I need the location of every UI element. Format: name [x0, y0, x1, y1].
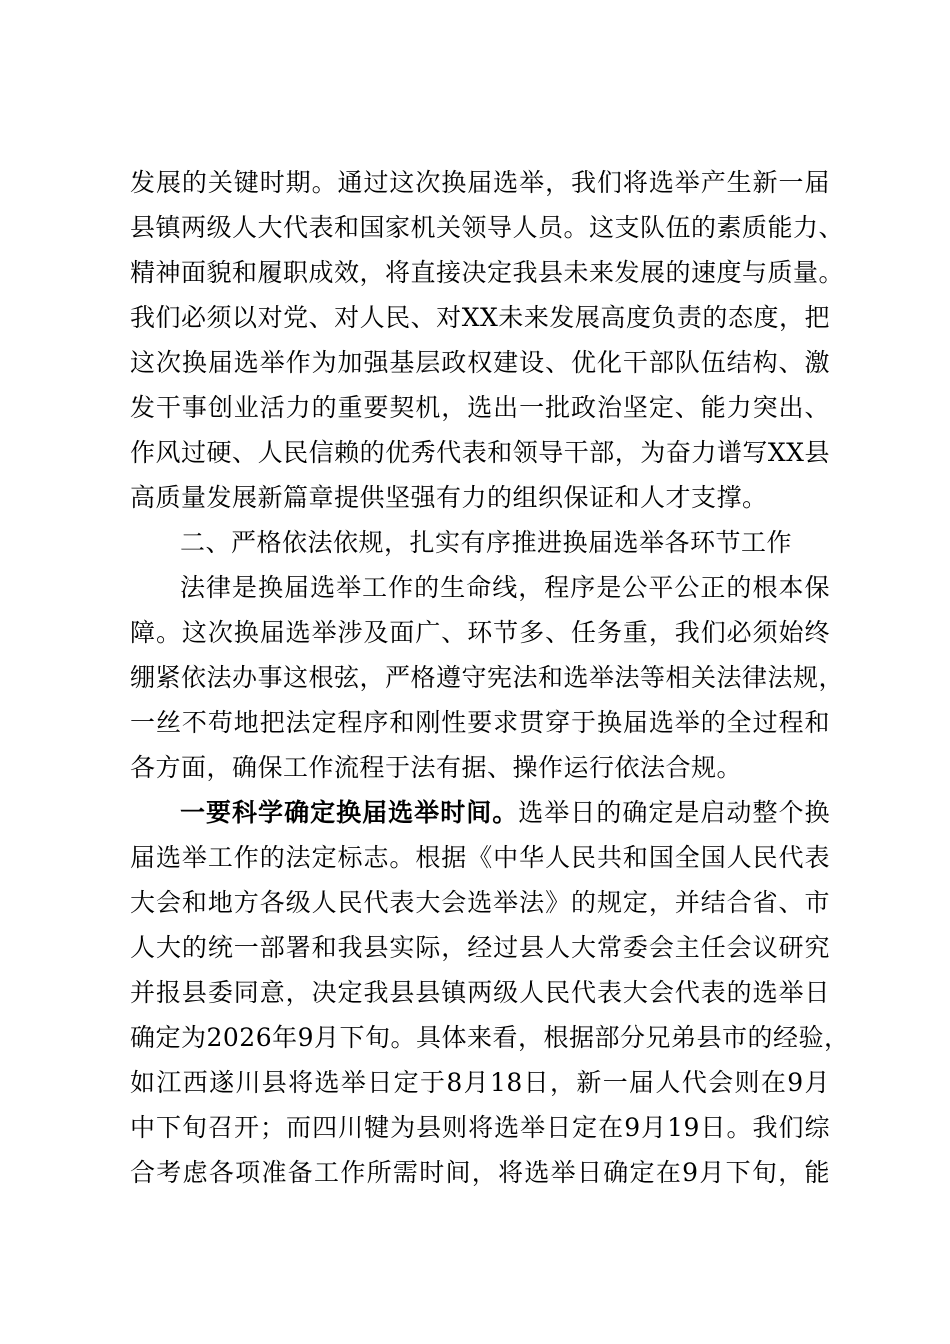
- paragraph-2-line-5: 各方面，确保工作流程于法有据、操作运行依法合规。: [130, 753, 743, 782]
- paragraph-1-line-6: 发干事创业活力的重要契机，选出一批政治坚定、能力突出、: [130, 393, 830, 422]
- paragraph-1-line-1: 发展的关键时期。通过这次换届选举，我们将选举产生新一届: [130, 168, 830, 197]
- paragraph-1-line-5: 这次换届选举作为加强基层政权建设、优化干部队伍结构、激: [130, 348, 830, 377]
- paragraph-1-line-7: 作风过硬、人民信赖的优秀代表和领导干部，为奋力谱写XX县: [130, 438, 830, 467]
- paragraph-1-line-4: 我们必须以对党、对人民、对XX未来发展高度负责的态度，把: [130, 303, 830, 332]
- paragraph-3-line-2: 届选举工作的法定标志。根据《中华人民共和国全国人民代表: [130, 843, 830, 872]
- paragraph-1-line-3: 精神面貌和履职成效，将直接决定我县未来发展的速度与质量。: [130, 258, 845, 287]
- paragraph-2-line-2: 障。这次换届选举涉及面广、环节多、任务重，我们必须始终: [130, 618, 830, 647]
- paragraph-3-line-5: 并报县委同意，决定我县县镇两级人民代表大会代表的选举日: [130, 978, 830, 1007]
- paragraph-3-line-1: [180, 793, 830, 833]
- paragraph-3-line-8: 中下旬召开；而四川犍为县则将选举日定在9月19日。我们综: [130, 1113, 830, 1142]
- paragraph-3-first-line-rest: 选举日的确定是启动整个换: [518, 798, 830, 827]
- paragraph-3-line-3: 大会和地方各级人民代表大会选举法》的规定，并结合省、市: [130, 888, 830, 917]
- paragraph-3-line-9: 合考虑各项准备工作所需时间，将选举日确定在9月下旬，能: [130, 1158, 830, 1187]
- paragraph-3-line-4: 人大的统一部署和我县实际，经过县人大常委会主任会议研究: [130, 933, 830, 962]
- paragraph-1-line-8: 高质量发展新篇章提供坚强有力的组织保证和人才支撑。: [130, 483, 768, 512]
- paragraph-3-line-7: 如江西遂川县将选举日定于8月18日，新一届人代会则在9月: [130, 1068, 830, 1097]
- paragraph-1-line-2: 县镇两级人大代表和国家机关领导人员。这支队伍的素质能力、: [130, 213, 845, 242]
- paragraph-3-line-6: 确定为2026年9月下旬。具体来看，根据部分兄弟县市的经验，: [130, 1023, 850, 1052]
- paragraph-2-line-3: 绷紧依法办事这根弦，严格遵守宪法和选举法等相关法律法规，: [130, 663, 845, 692]
- paragraph-2-line-1: 法律是换届选举工作的生命线，程序是公平公正的根本保: [180, 573, 830, 602]
- section-heading-2: 二、严格依法依规，扎实有序推进换届选举各环节工作: [180, 528, 793, 557]
- paragraph-2-line-4: 一丝不苟地把法定程序和刚性要求贯穿于换届选举的全过程和: [130, 708, 830, 737]
- paragraph-3-bold-lead: 一要科学确定换届选举时间。: [180, 798, 519, 827]
